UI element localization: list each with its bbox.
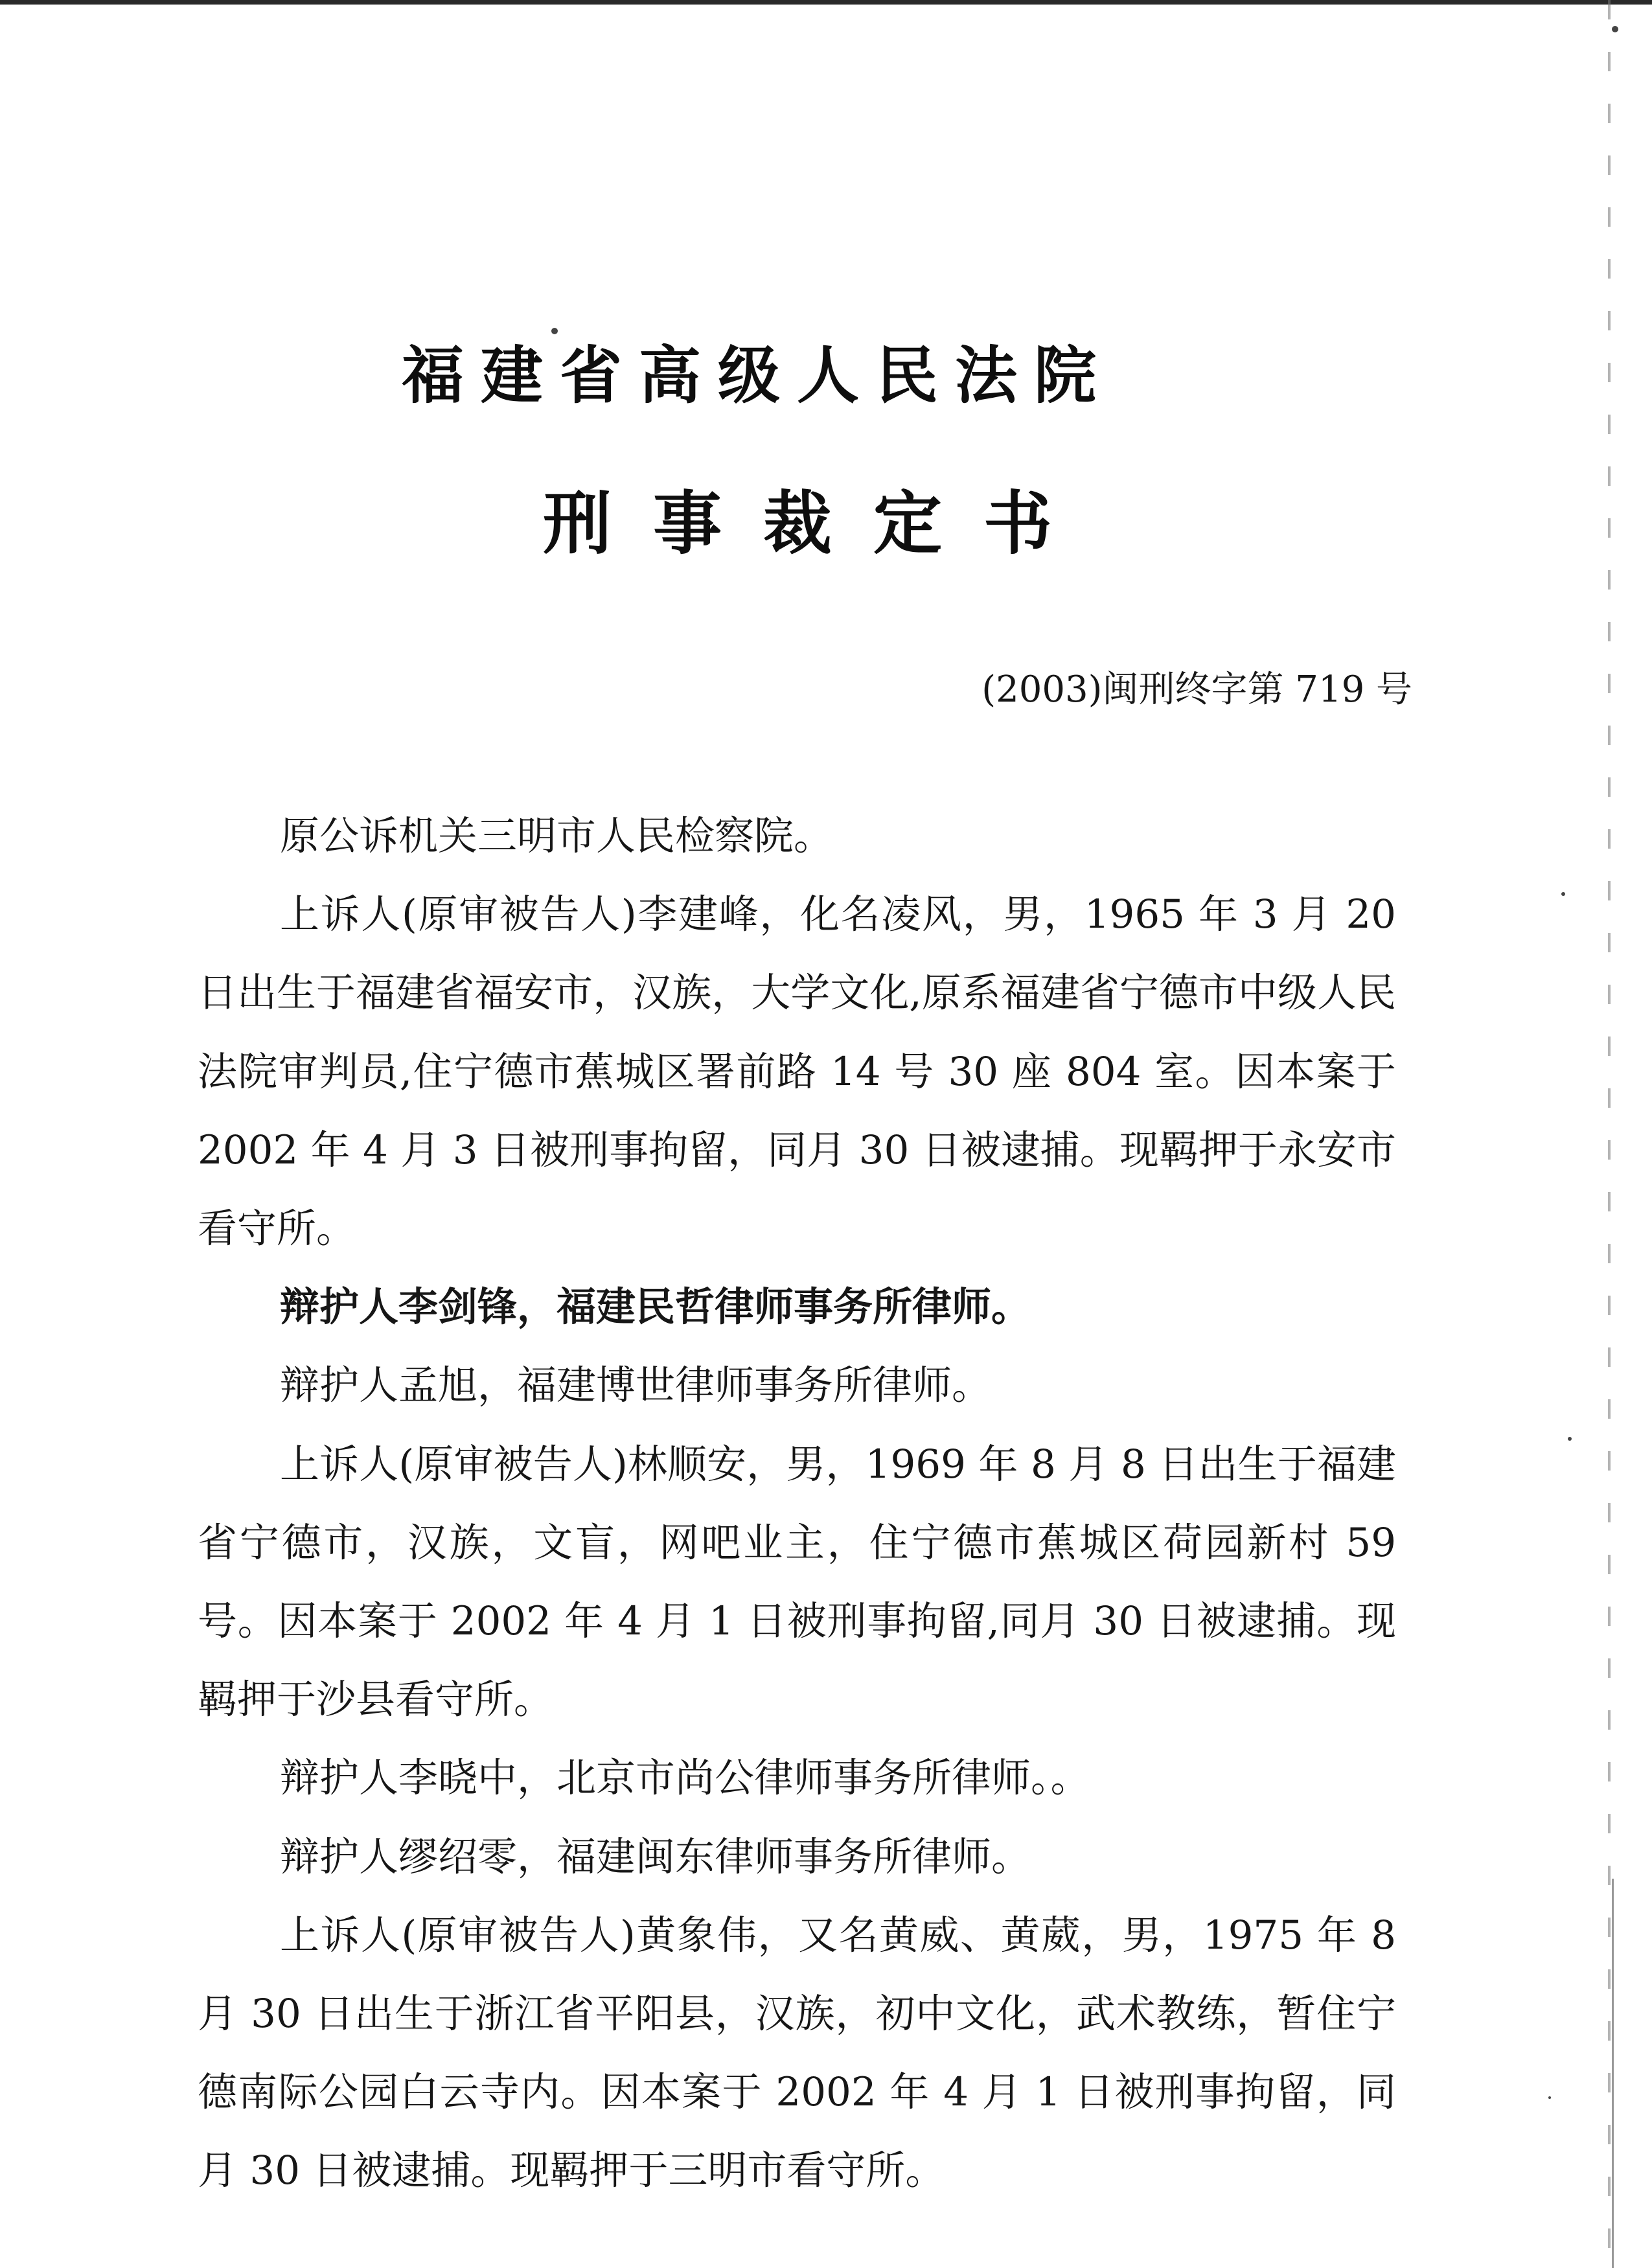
- document-type-heading: 刑事裁定书: [543, 484, 1094, 564]
- case-number: (2003)闽刑终字第 719 号: [981, 669, 1412, 711]
- paragraph-appellant-lin: 上诉人(原审被告人)林顺安，男，1969 年 8 月 8 日出生于福建省宁德市，汉族，文盲，网吧业主，住宁德市蕉城区荷园新村 59 号。因本案于 2002 年 4 月 1 日被刑事拘留,同月 30 日被逮捕。现羁押于沙县看守所。: [198, 1441, 1396, 1723]
- paragraph-defender-li-jianfeng: 辩护人李剑锋，福建民哲律师事务所律师。: [280, 1284, 1031, 1331]
- paragraph-appellant-huang: 上诉人(原审被告人)黄象伟，又名黄威、黄葳，男，1975 年 8 月 30 日出生于浙江省平阳县，汉族，初中文化，武术教练，暂住宁德南际公园白云寺内。因本案于 2002 年 4 月 1 日被刑事拘留，同月 30 日被逮捕。现羁押于三明市看守所。: [198, 1912, 1396, 2194]
- court-name-heading: 福建省高级人民法院: [402, 339, 1113, 412]
- paragraph-prosecutor: 原公诉机关三明市人民检察院。: [280, 813, 834, 859]
- scan-speck: [1561, 892, 1565, 896]
- scan-right-edge-marks: [1608, 0, 1611, 2268]
- scan-speck: [1548, 2096, 1551, 2099]
- paragraph-defender-li-xiaozhong: 辩护人李晓中，北京市尚公律师事务所律师。。: [280, 1755, 1090, 1802]
- scan-speck: [1568, 1437, 1572, 1441]
- document-body: [198, 797, 1396, 2210]
- scan-right-edge-line: [1612, 1879, 1614, 2268]
- paragraph-defender-meng-xu: 辩护人孟旭，福建博世律师事务所律师。: [280, 1362, 992, 1409]
- scan-top-edge: [0, 0, 1652, 5]
- paragraph-appellant-li: 上诉人(原审被告人)李建峰，化名凌风，男，1965 年 3 月 20 日出生于福建省福安市，汉族，大学文化,原系福建省宁德市中级人民法院审判员,住宁德市蕉城区署前路 14 号 30 座 804 室。因本案于 2002 年 4 月 3 日被刑事拘留，同月 30 日被逮捕。现羁押于永安市看守所。: [198, 891, 1396, 1252]
- scan-speck: [1612, 26, 1618, 32]
- paragraph-defender-miao: 辩护人缪绍零，福建闽东律师事务所律师。: [280, 1833, 1031, 1880]
